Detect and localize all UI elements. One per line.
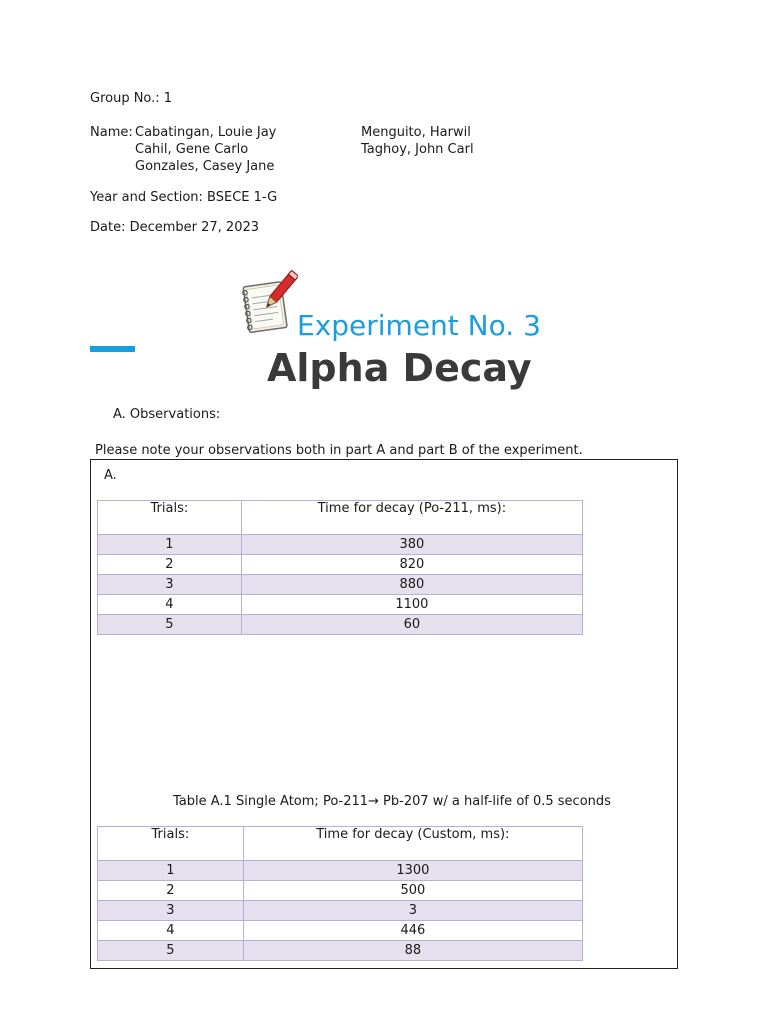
trial-cell: 2 xyxy=(98,555,242,575)
table-caption: Table A.1 Single Atom; Po-211→ Pb-207 w/ a half-life of 0.5 seconds xyxy=(173,794,611,809)
table-row xyxy=(98,535,583,555)
page-title: Alpha Decay xyxy=(267,346,532,390)
trial-cell: 1 xyxy=(98,535,242,555)
member-name: Cabatingan, Louie Jay xyxy=(135,125,277,140)
part-label: A. xyxy=(104,468,117,483)
trial-cell: 1 xyxy=(98,861,244,881)
trial-cell: 5 xyxy=(98,615,242,635)
trial-cell: 3 xyxy=(98,901,244,921)
table-header: Trials: xyxy=(98,501,242,535)
experiment-number: Experiment No. 3 xyxy=(297,309,541,342)
section-heading: A. Observations: xyxy=(113,407,221,422)
time-cell: 500 xyxy=(243,881,582,901)
table-row xyxy=(98,575,583,595)
table-header: Time for decay (Po-211, ms): xyxy=(241,501,582,535)
table-row xyxy=(98,861,583,881)
table-row xyxy=(98,555,583,575)
time-cell: 60 xyxy=(241,615,582,635)
table-row xyxy=(98,595,583,615)
time-cell: 88 xyxy=(243,941,582,961)
table-header: Time for decay (Custom, ms): xyxy=(243,827,582,861)
name-label: Name: xyxy=(90,125,133,140)
accent-bar xyxy=(90,346,135,352)
trial-cell: 5 xyxy=(98,941,244,961)
time-cell: 1300 xyxy=(243,861,582,881)
time-cell: 446 xyxy=(243,921,582,941)
notebook-pen-icon xyxy=(236,270,298,336)
member-name: Cahil, Gene Carlo xyxy=(135,142,249,157)
date: Date: December 27, 2023 xyxy=(90,220,260,235)
member-name: Gonzales, Casey Jane xyxy=(135,159,275,174)
trial-cell: 4 xyxy=(98,595,242,615)
table-row xyxy=(98,881,583,901)
trial-cell: 2 xyxy=(98,881,244,901)
year-section: Year and Section: BSECE 1-G xyxy=(90,190,278,205)
member-name: Menguito, Harwil xyxy=(361,125,471,140)
trial-cell: 3 xyxy=(98,575,242,595)
decay-table-custom xyxy=(97,826,583,961)
time-cell: 880 xyxy=(241,575,582,595)
instruction-note: Please note your observations both in part A and part B of the experiment. xyxy=(95,443,583,458)
table-row xyxy=(98,901,583,921)
decay-table-po211 xyxy=(97,500,583,635)
member-name: Taghoy, John Carl xyxy=(361,142,474,157)
time-cell: 380 xyxy=(241,535,582,555)
group-number: Group No.: 1 xyxy=(90,91,173,106)
time-cell: 1100 xyxy=(241,595,582,615)
table-row xyxy=(98,941,583,961)
time-cell: 820 xyxy=(241,555,582,575)
table-row xyxy=(98,921,583,941)
table-row xyxy=(98,615,583,635)
table-header: Trials: xyxy=(98,827,244,861)
time-cell: 3 xyxy=(243,901,582,921)
trial-cell: 4 xyxy=(98,921,244,941)
